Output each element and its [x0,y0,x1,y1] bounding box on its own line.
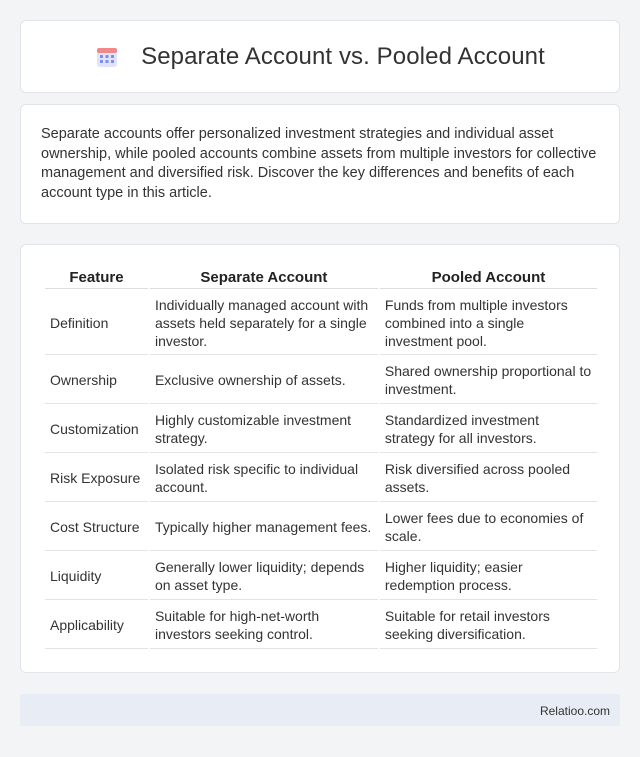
table-row [45,455,597,502]
comparison-table [43,265,599,651]
table-row [45,553,597,600]
page-title: Separate Account vs. Pooled Account [141,42,545,70]
table-row [45,504,597,551]
comparison-table-card [20,244,620,673]
pooled-cell: Shared ownership proportional to investment. [380,357,597,404]
separate-cell: Highly customizable investment strategy. [150,406,378,453]
intro-card [20,104,620,224]
separate-cell: Exclusive ownership of assets. [150,357,378,404]
separate-cell: Generally lower liquidity; depends on asset type. [150,553,378,600]
pooled-cell: Suitable for retail investors seeking diversification. [380,602,597,649]
table-row [45,291,597,355]
feature-cell: Ownership [45,357,148,404]
pooled-cell: Higher liquidity; easier redemption process. [380,553,597,600]
pooled-cell: Funds from multiple investors combined into a single investment pool. [380,291,597,355]
header-feature: Feature [45,267,148,289]
header-pooled-account: Pooled Account [380,267,597,289]
feature-cell: Customization [45,406,148,453]
separate-cell: Individually managed account with assets held separately for a single investor. [150,291,378,355]
separate-cell: Suitable for high-net-worth investors seeking control. [150,602,378,649]
footer-brand-link[interactable]: Relatioo.com [539,704,610,718]
intro-text: Separate accounts offer personalized investment strategies and individual asset ownership, while pooled accounts combine assets from multiple investors for collective management and diversified risk. Discover the key differences and benefits of each account type in this article. [41,126,597,201]
separate-cell: Typically higher management fees. [150,504,378,551]
table-header-row [45,267,597,289]
calendar-grid-icon [95,45,119,69]
feature-cell: Applicability [45,602,148,649]
header-separate-account: Separate Account [150,267,378,289]
pooled-cell: Risk diversified across pooled assets. [380,455,597,502]
title-card [20,20,620,93]
feature-cell: Definition [45,291,148,355]
feature-cell: Cost Structure [45,504,148,551]
table-row [45,602,597,649]
footer [20,694,620,726]
table-row [45,406,597,453]
separate-cell: Isolated risk specific to individual account. [150,455,378,502]
pooled-cell: Lower fees due to economies of scale. [380,504,597,551]
table-row [45,357,597,404]
pooled-cell: Standardized investment strategy for all investors. [380,406,597,453]
feature-cell: Risk Exposure [45,455,148,502]
feature-cell: Liquidity [45,553,148,600]
